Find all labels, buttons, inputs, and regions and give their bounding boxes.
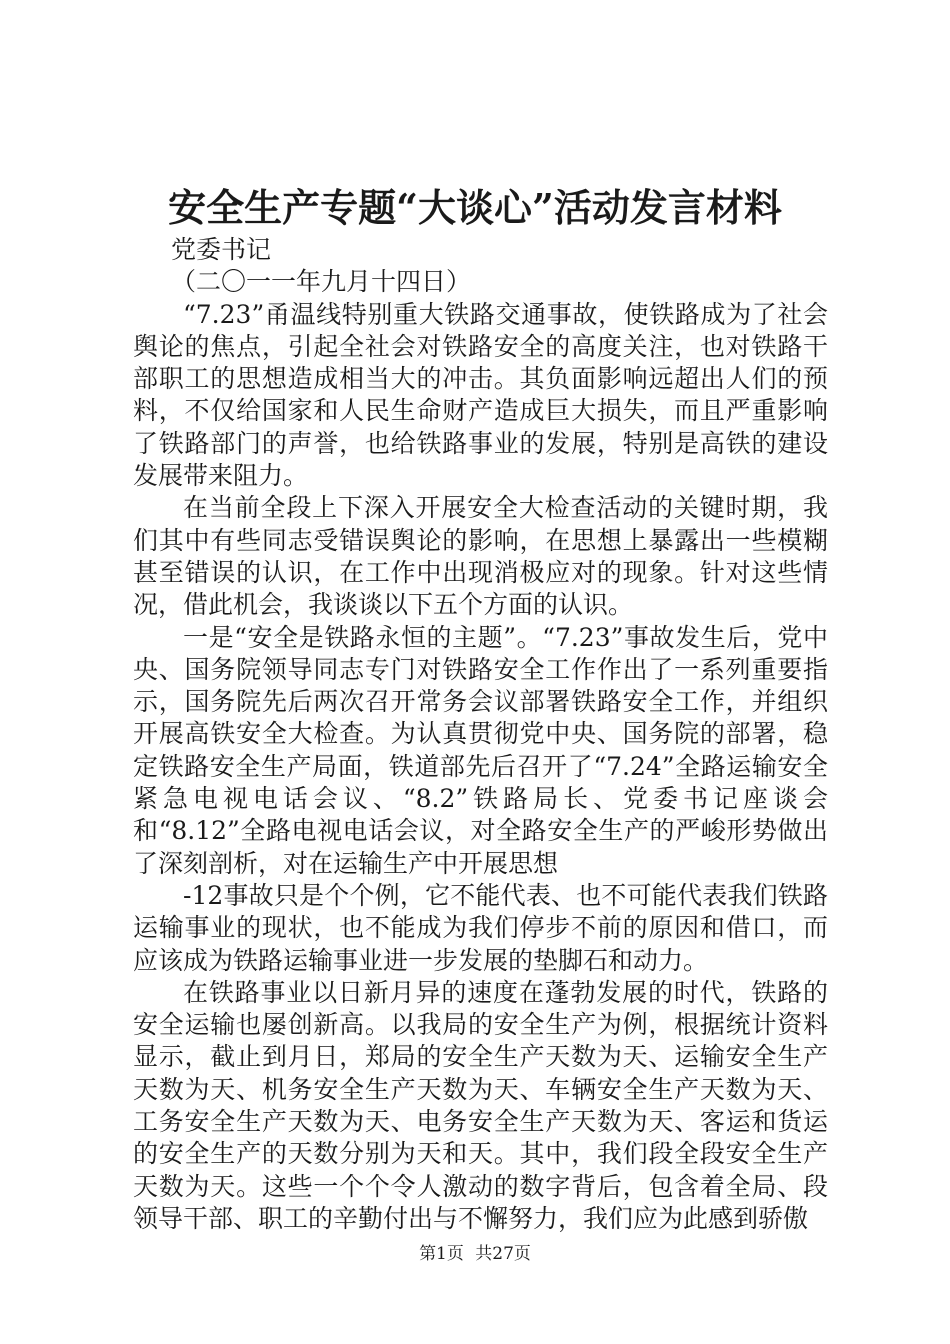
page-number: 第1页 xyxy=(419,1244,464,1264)
page-total: 共27页 xyxy=(475,1244,531,1264)
date-line: （二〇一一年九月十四日） xyxy=(171,267,472,297)
document-title: 安全生产专题“大谈心”活动发言材料 xyxy=(168,185,782,230)
paragraph: 一是“安全是铁路永恒的主题”。“7.23”事故发生后，党中央、国务院领导同志专门对铁路安全工作作出了一系列重要指示，国务院先后两次召开常务会议部署铁路安全工作，并组织开展高铁安全大检查。为认真贯彻党中央、国务院的部署，稳定铁路安全生产局面，铁道部先后召开了“7.24”全路运输安全紧急电视电话会议、“8.2”铁路局长、党委书记座谈会和“8.12”全路电视电话会议，对全路安全生产的严峻形势做出了深刻剖析，对在运输生产中开展思想 xyxy=(133,622,828,878)
document-body xyxy=(133,234,828,1235)
paragraph: 在铁路事业以日新月异的速度在蓬勃发展的时代，铁路的安全运输也屡创新高。以我局的安全生产为例，根据统计资料显示，截止到月日，郑局的安全生产天数为天、运输安全生产天数为天、机务安全生产天数为天、车辆安全生产天数为天、工务安全生产天数为天、电务安全生产天数为天、客运和货运的安全生产的天数分别为天和天。其中，我们段全段安全生产天数为天。这些一个个令人激动的数字背后，包含着全局、段领导干部、职工的辛勤付出与不懈努力，我们应为此感到骄傲 xyxy=(133,977,828,1233)
author-line: 党委书记 xyxy=(171,235,272,264)
paragraph: “7.23”甬温线特别重大铁路交通事故，使铁路成为了社会舆论的焦点，引起全社会对铁路安全的高度关注，也对铁路干部职工的思想造成相当大的冲击。其负面影响远超出人们的预料，不仅给国家和人民生命财产造成巨大损失，而且严重影响了铁路部门的声誉，也给铁路事业的发展，特别是高铁的建设发展带来阻力。 xyxy=(133,299,828,491)
paragraph: 在当前全段上下深入开展安全大检查活动的关键时期，我们其中有些同志受错误舆论的影响，在思想上暴露出一些模糊甚至错误的认识，在工作中出现消极应对的现象。针对这些情况，借此机会，我谈谈以下五个方面的认识。 xyxy=(133,493,828,620)
paragraph: -12事故只是个个例，它不能代表、也不可能代表我们铁路运输事业的现状，也不能成为我们停步不前的原因和借口，而应该成为铁路运输事业进一步发展的垫脚石和动力。 xyxy=(133,880,828,975)
page-footer xyxy=(0,1242,950,1266)
